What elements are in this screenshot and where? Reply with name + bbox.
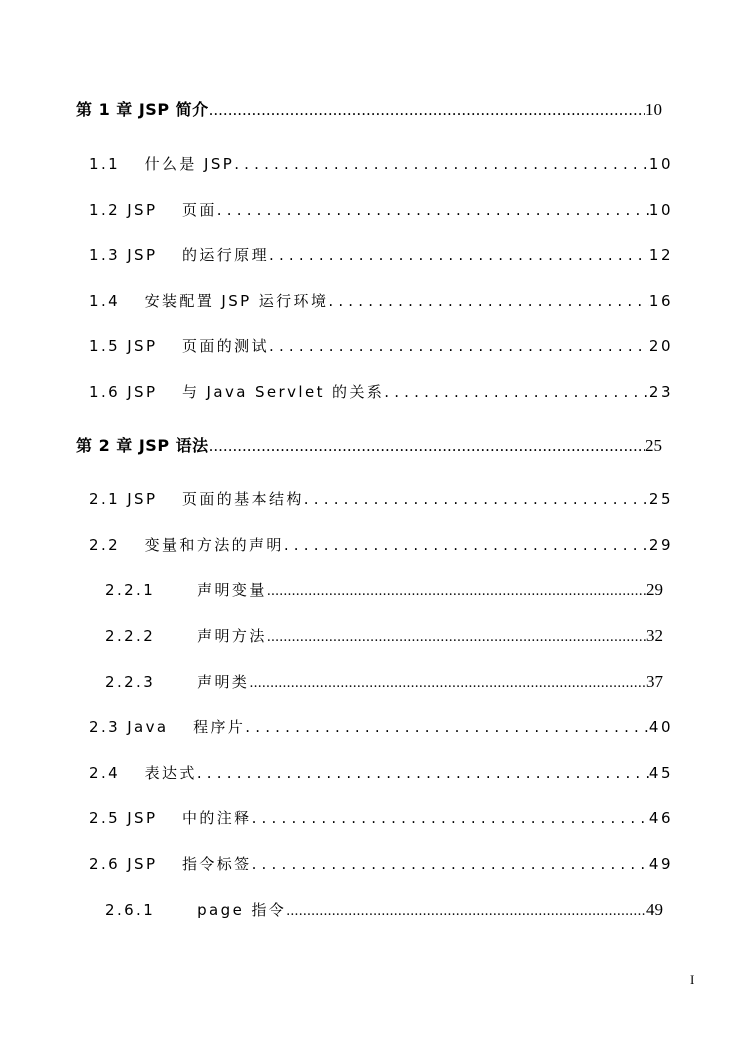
toc-subsection-2-6-1[interactable]	[105, 899, 663, 920]
toc-leader-dots	[284, 536, 649, 554]
toc-leader-dots	[269, 337, 649, 355]
toc-leader-dots	[234, 155, 649, 173]
toc-leader-dots	[245, 718, 649, 736]
toc-entry-label: 1.2 JSP 页面	[89, 201, 217, 219]
toc-section-1-3[interactable]	[89, 244, 673, 265]
toc-leader-dots	[197, 764, 649, 782]
toc-section-1-5[interactable]	[89, 335, 673, 356]
toc-entry-label: 2.4 表达式	[89, 764, 197, 782]
toc-entry-label: 2.5 JSP 中的注释	[89, 809, 252, 827]
toc-page-number: 49	[646, 900, 663, 919]
footer-page-number: I	[690, 972, 695, 987]
toc-page-number: 45	[648, 764, 673, 782]
toc-page-number: 23	[648, 383, 673, 401]
toc-page-number: 10	[645, 100, 662, 119]
toc-leader-dots	[267, 630, 646, 645]
toc-subsection-2-2-2[interactable]	[105, 625, 663, 646]
toc-leader-dots	[269, 246, 649, 264]
toc-leader-dots	[252, 855, 649, 873]
toc-entry-label: 1.5 JSP 页面的测试	[89, 337, 269, 355]
toc-entry-label: 2.3 Java 程序片	[89, 718, 246, 736]
toc-leader-dots	[384, 383, 649, 401]
toc-entry-label: 1.1 什么是 JSP	[89, 155, 235, 173]
toc-page-number: 46	[648, 809, 673, 827]
toc-leader-dots	[304, 490, 649, 508]
toc-page-number: 37	[646, 672, 663, 691]
toc-page-number: 32	[646, 626, 663, 645]
toc-leader-dots	[267, 584, 646, 599]
toc-section-1-6[interactable]	[89, 381, 673, 402]
toc-page-number: 49	[648, 855, 673, 873]
toc-entry-label: 2.2.2 声明方法	[105, 627, 267, 645]
toc-entry-label: 2.2.1 声明变量	[105, 581, 267, 599]
toc-leader-dots	[249, 676, 646, 691]
toc-section-1-1[interactable]	[89, 153, 673, 174]
toc-entry-label: 第 2 章 JSP 语法	[76, 436, 209, 455]
toc-subsection-2-2-3[interactable]	[105, 671, 663, 692]
toc-section-2-1[interactable]	[89, 488, 673, 509]
toc-section-2-3[interactable]	[89, 716, 673, 737]
toc-entry-label: 2.6 JSP 指令标签	[89, 855, 252, 873]
toc-leader-dots	[286, 904, 646, 919]
toc-entry-label: 1.4 安装配置 JSP 运行环境	[89, 292, 329, 310]
toc-page-number: 29	[646, 580, 663, 599]
toc-section-1-2[interactable]	[89, 199, 673, 220]
toc-section-2-6[interactable]	[89, 853, 673, 874]
toc-page-number: 25	[645, 436, 662, 455]
toc-entry-label: 第 1 章 JSP 简介	[76, 100, 209, 119]
toc-leader-dots	[209, 437, 645, 455]
toc-chapter-2[interactable]	[76, 433, 662, 456]
toc-entry-label: 2.6.1 page 指令	[105, 901, 287, 919]
toc-page-number: 20	[648, 337, 673, 355]
toc-page-number: 10	[648, 201, 673, 219]
toc-leader-dots	[328, 292, 649, 310]
toc-page-number: 25	[648, 490, 673, 508]
toc-page-number: 12	[648, 246, 673, 264]
toc-section-2-5[interactable]	[89, 807, 673, 828]
toc-entry-label: 1.3 JSP 的运行原理	[89, 246, 269, 264]
toc-entry-label: 1.6 JSP 与 Java Servlet 的关系	[89, 383, 385, 401]
toc-page-number: 29	[648, 536, 673, 554]
toc-section-2-4[interactable]	[89, 762, 673, 783]
toc-page-number: 10	[648, 155, 673, 173]
toc-chapter-1[interactable]	[76, 97, 662, 120]
toc-subsection-2-2-1[interactable]	[105, 579, 663, 600]
toc-leader-dots	[209, 101, 645, 119]
toc-page-number: 16	[648, 292, 673, 310]
toc-section-1-4[interactable]	[89, 290, 673, 311]
toc-leader-dots	[252, 809, 649, 827]
toc-entry-label: 2.2 变量和方法的声明	[89, 536, 284, 554]
toc-leader-dots	[217, 201, 649, 219]
toc-entry-label: 2.2.3 声明类	[105, 673, 250, 691]
toc-page-number: 40	[648, 718, 673, 736]
toc-section-2-2[interactable]	[89, 534, 673, 555]
toc-entry-label: 2.1 JSP 页面的基本结构	[89, 490, 304, 508]
